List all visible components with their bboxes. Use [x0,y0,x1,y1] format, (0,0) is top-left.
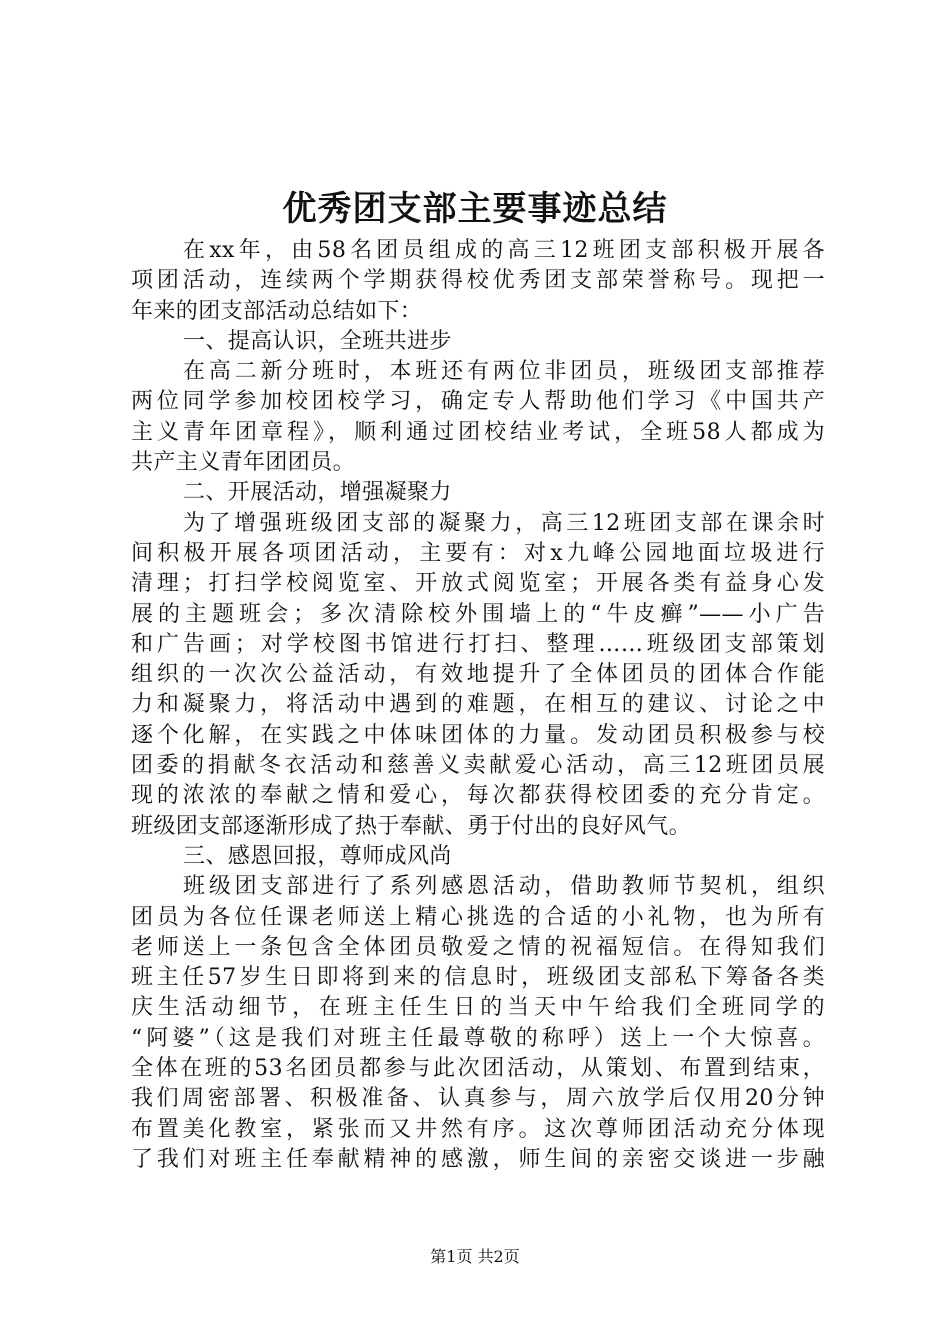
body-line: 为了增强班级团支部的凝聚力，高三12班团支部在课余时 [183,510,825,536]
body-line: 力和凝聚力，将活动中遇到的难题，在相互的建议、讨论之中 [131,692,825,718]
section-heading: 三、感恩回报，尊师成风尚 [183,843,452,869]
body-line: 现的浓浓的奉献之情和爱心，每次都获得校团委的充分肯定。 [131,783,825,809]
body-line: 班级团支部进行了系列感恩活动，借助教师节契机，组织 [183,874,825,900]
body-line: 年来的团支部活动总结如下： [131,298,423,324]
body-line: 共产主义青年团团员。 [131,450,356,476]
body-line: 班主任57岁生日即将到来的信息时，班级团支部私下筹备各类 [131,965,825,991]
body-line: “阿婆”（这是我们对班主任最尊敬的称呼）送上一个大惊喜。 [131,1025,825,1051]
body-line: 逐个化解，在实践之中体味团体的力量。发动团员积极参与校 [131,722,825,748]
body-line: 两位同学参加校团校学习，确定专人帮助他们学习《中国共产 [131,389,825,415]
body-line: 团委的捐献冬衣活动和慈善义卖献爱心活动，高三12班团员展 [131,753,825,779]
body-line: 全体在班的53名团员都参与此次团活动，从策划、布置到结束， [131,1056,825,1082]
body-line: 展的主题班会；多次清除校外围墙上的“牛皮癣”——小广告 [131,601,825,627]
body-line: 布置美化教室，紧张而又井然有序。这次尊师团活动充分体现 [131,1116,825,1142]
page-number-footer: 第1页 共2页 [430,1247,520,1266]
document-body [131,236,825,1175]
body-line: 了我们对班主任奉献精神的感激，师生间的亲密交谈进一步融 [131,1146,825,1172]
document-title: 优秀团支部主要事迹总结 [282,189,668,229]
body-line: 团员为各位任课老师送上精心挑选的合适的小礼物，也为所有 [131,904,825,930]
body-line: 在xx年，由58名团员组成的高三12班团支部积极开展各 [183,238,825,263]
body-line: 庆生活动细节，在班主任生日的当天中午给我们全班同学的 [131,995,825,1021]
body-line: 清理；打扫学校阅览室、开放式阅览室；开展各类有益身心发 [131,571,825,597]
body-line: 主义青年团章程》，顺利通过团校结业考试，全班58人都成为 [131,419,825,445]
body-line: 班级团支部逐渐形成了热于奉献、勇于付出的良好风气。 [131,813,692,839]
body-line: 我们周密部署、积极准备、认真参与，周六放学后仅用20分钟 [131,1086,825,1112]
body-line: 组织的一次次公益活动，有效地提升了全体团员的团体合作能 [131,662,825,688]
body-line: 间积极开展各项团活动，主要有：对x九峰公园地面垃圾进行 [131,540,825,566]
body-line: 老师送上一条包含全体团员敬爱之情的祝福短信。在得知我们 [131,934,825,960]
body-line: 项团活动，连续两个学期获得校优秀团支部荣誉称号。现把一 [131,268,825,294]
section-heading: 二、开展活动，增强凝聚力 [183,480,452,506]
section-heading: 一、提高认识，全班共进步 [183,328,452,354]
body-line: 和广告画；对学校图书馆进行打扫、整理……班级团支部策划 [131,631,825,657]
body-line: 在高二新分班时，本班还有两位非团员，班级团支部推荐 [183,359,825,385]
